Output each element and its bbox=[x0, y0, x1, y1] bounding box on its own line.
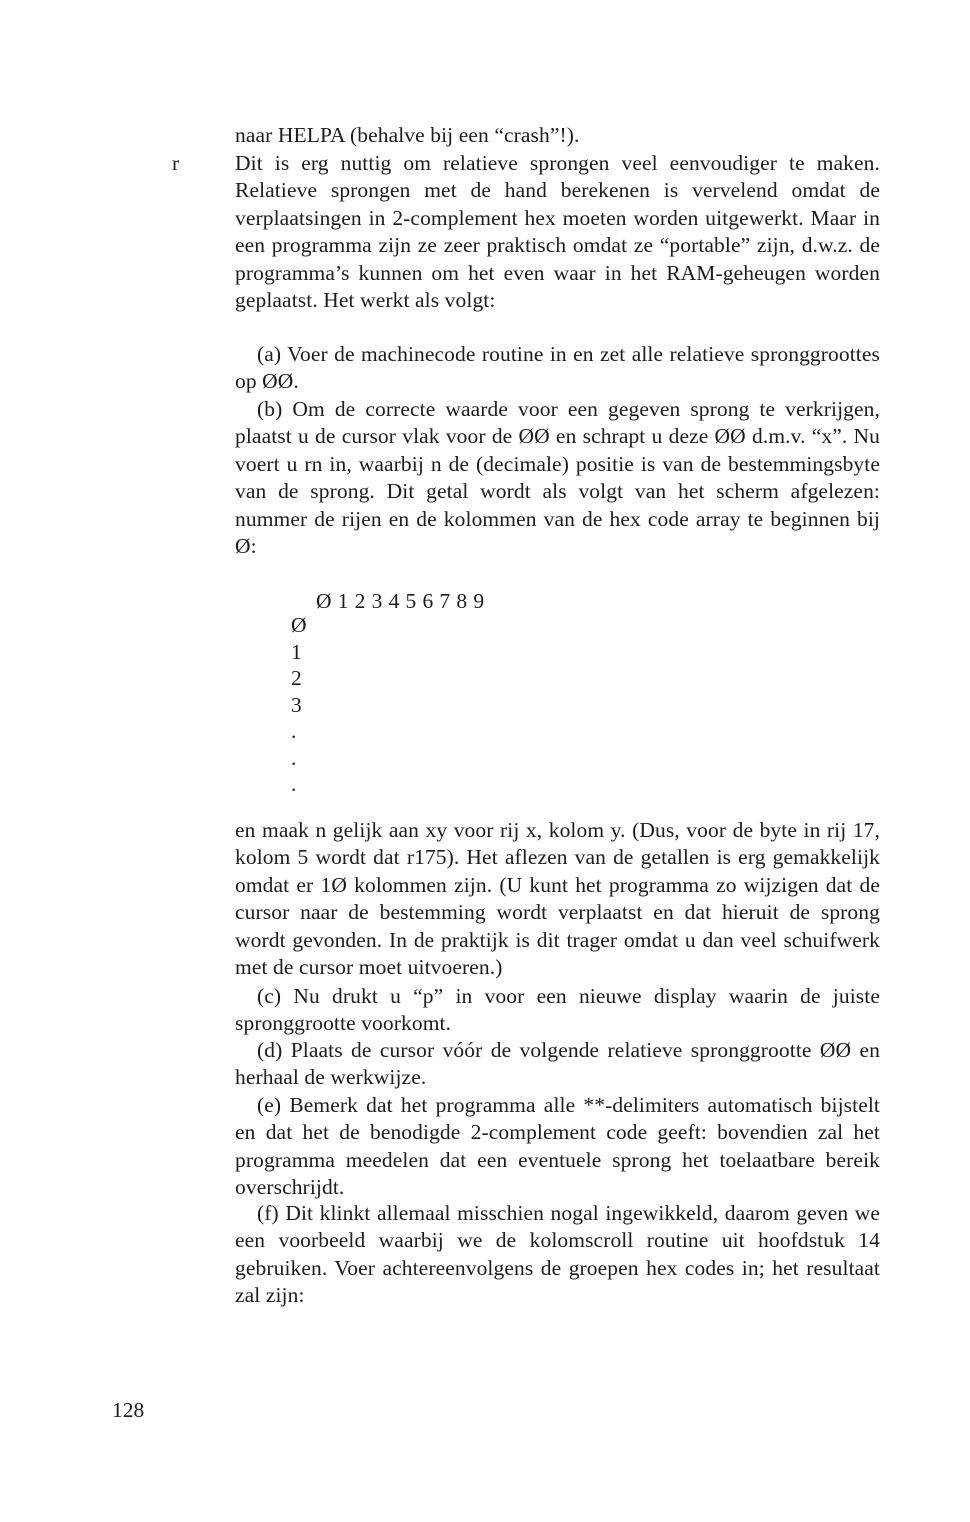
margin-marker: r bbox=[172, 151, 180, 175]
grid-row-label: 1 bbox=[291, 639, 302, 664]
paragraph-make-n: en maak n gelijk aan xy voor rij x, kolom y. (Dus, voor de byte in rij 17, kolom 5 wordt dat r175). Het aflezen van de getallen is erg gemakkelijk omdat er 1Ø kolommen zijn. (U kunt het programma zo wijzigen dat de cursor naar de bestemming wordt verplaatst en dat hieruit de sprong wordt gevonden. In de praktijk is dit trager omdat u dan veel schuifwerk met de cursor moet uitvoeren.) bbox=[235, 818, 880, 980]
grid-row-ellipsis: . bbox=[291, 772, 297, 796]
paragraph-step-e: (e) Bemerk dat het programma alle **-delimiters automatisch bijstelt en dat het de benodigde 2-complement code geeft: bovendien zal het programma meedelen dat een eventuele sprong het toelaatbare bereik overschrijdt. bbox=[235, 1093, 880, 1200]
paragraph-step-d: (d) Plaats de cursor vóór de volgende relatieve spronggrootte ØØ en herhaal de werkwijze. bbox=[235, 1038, 880, 1090]
grid-row-label: 3 bbox=[291, 692, 302, 717]
grid-row-ellipsis: . bbox=[291, 719, 297, 743]
paragraph-step-c: (c) Nu drukt u “p” in voor een nieuwe display waarin de juiste spronggrootte voorkomt. bbox=[235, 984, 880, 1036]
page-number: 128 bbox=[112, 1398, 145, 1422]
grid-column-header: Ø123456789 bbox=[316, 589, 491, 613]
paragraph-step-a: (a) Voer de machinecode routine in en zet alle relatieve spronggroottes op ØØ. bbox=[235, 342, 880, 394]
grid-row-label: Ø bbox=[291, 613, 307, 637]
paragraph-step-f: (f) Dit klinkt allemaal misschien nogal ingewikkeld, daarom geven we een voorbeeld waarbij we de kolomscroll routine uit hoofdstuk 14 gebruiken. Voer achtereenvolgens de groepen hex codes in; het resultaat zal zijn: bbox=[235, 1201, 880, 1308]
paragraph-intro: naar HELPA (behalve bij een “crash”!). bbox=[235, 123, 580, 147]
paragraph-step-b: (b) Om de correcte waarde voor een gegeven sprong te verkrijgen, plaatst u de cursor vlak voor de ØØ en schrapt u deze ØØ d.m.v. “x”. Nu voert u rn in, waarbij n de (decimale) positie is van de bestemmingsbyte van de sprong. Dit getal wordt als volgt van het scherm afgelezen: nummer de rijen en de kolommen van de hex code array te beginnen bij Ø: bbox=[235, 397, 880, 559]
grid-row-labels bbox=[291, 612, 307, 798]
paragraph-relative-jumps: Dit is erg nuttig om relatieve sprongen veel eenvoudiger te maken. Relatieve sprongen met de hand berekenen is vervelend omdat de verplaatsingen in 2-complement hex moeten worden uitgewerkt. Maar in een programma zijn ze zeer praktisch omdat ze “portable” zijn, d.w.z. de programma’s kunnen om het even waar in het RAM-geheugen worden geplaatst. Het werkt als volgt: bbox=[235, 151, 880, 313]
grid-row-label: 2 bbox=[291, 666, 302, 690]
grid-row-ellipsis: . bbox=[291, 745, 297, 770]
